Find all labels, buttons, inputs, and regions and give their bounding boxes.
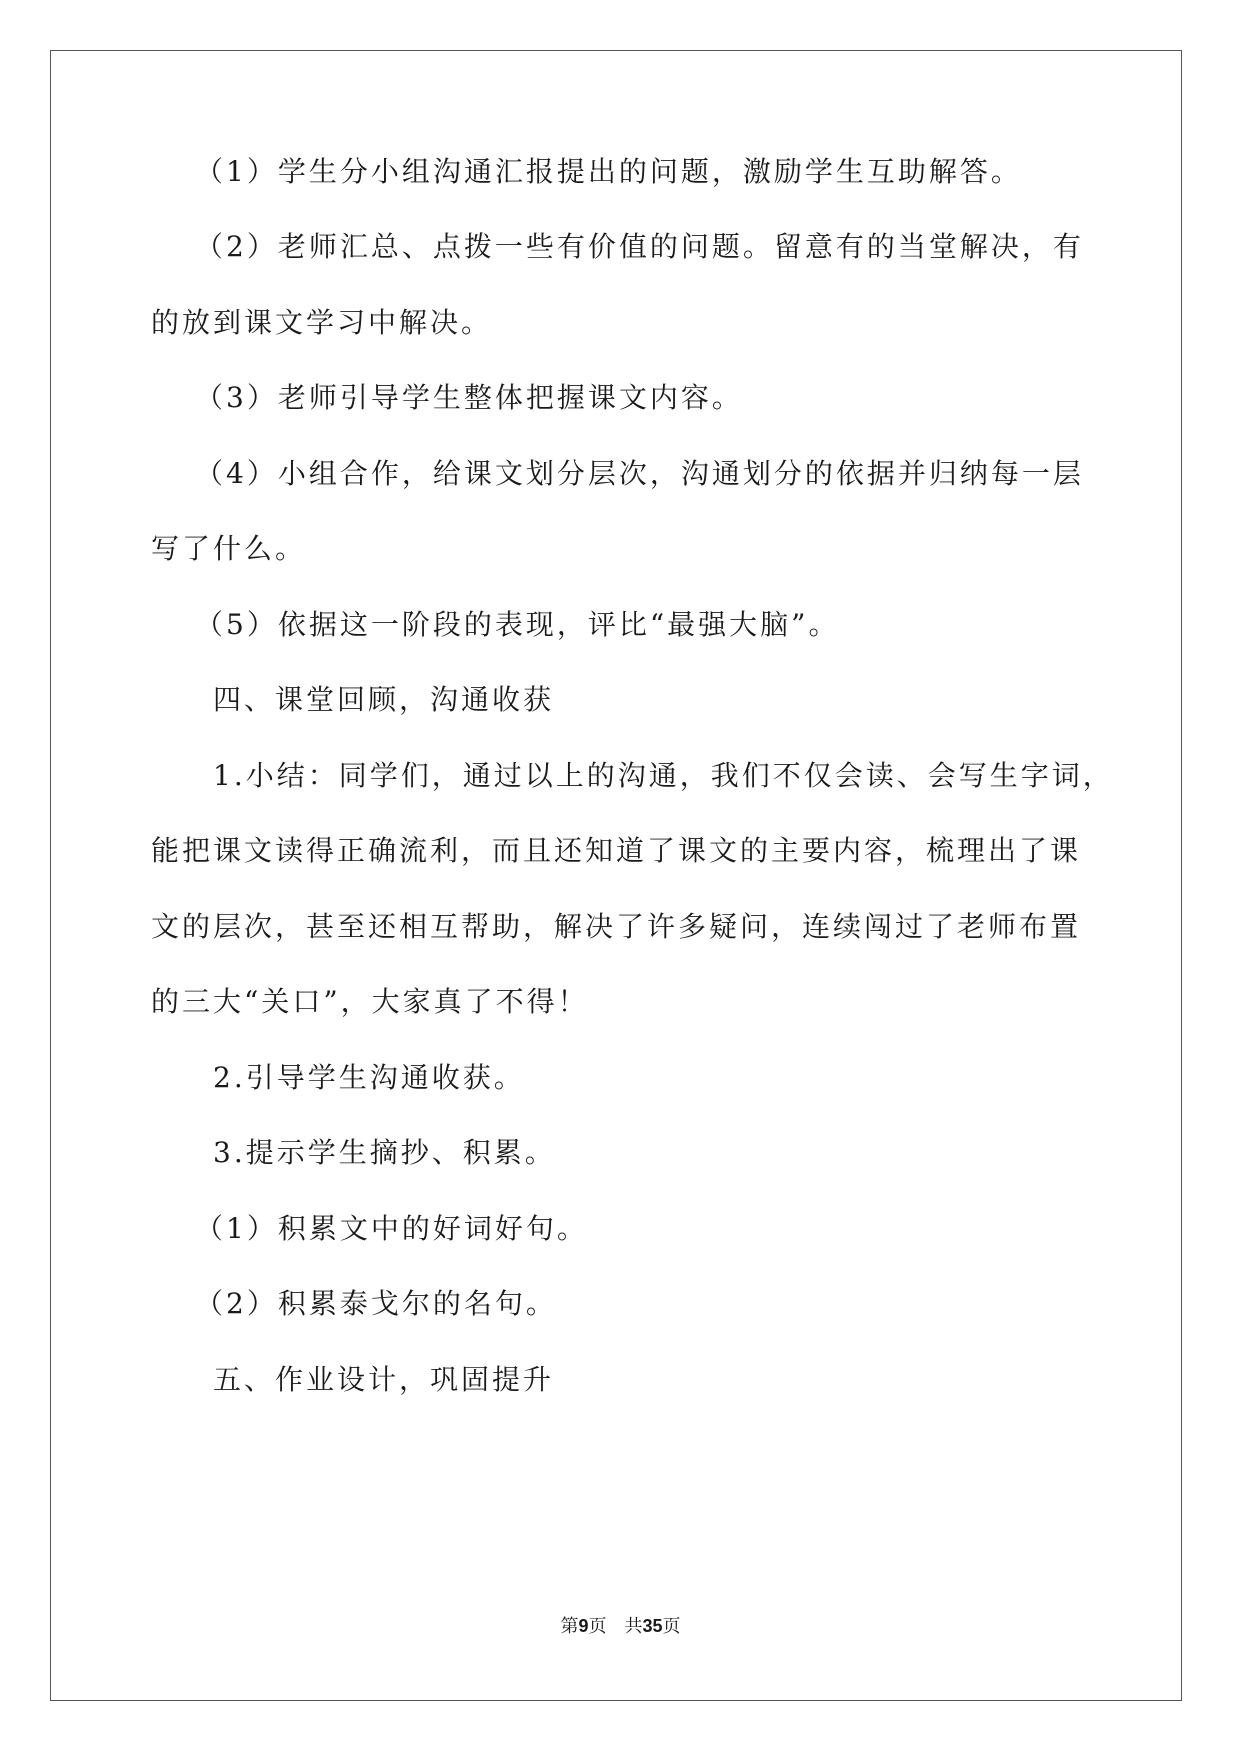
paragraph-line: （2）老师汇总、点拨一些有价值的问题。留意有的当堂解决，有 xyxy=(195,230,1084,263)
paragraph-line: （2）积累泰戈尔的名句。 xyxy=(195,1287,557,1320)
paragraph-line: 能把课文读得正确流利，而且还知道了课文的主要内容，梳理出了课 xyxy=(151,834,1082,867)
paragraph-line: （1）学生分小组沟通汇报提出的问题，激励学生互助解答。 xyxy=(195,155,1022,188)
paragraph-line: 文的层次，甚至还相互帮助，解决了许多疑问，连续闯过了老师布置 xyxy=(151,910,1082,943)
paragraph-line: 写了什么。 xyxy=(151,532,307,565)
footer-total-suffix: 页 xyxy=(662,1616,681,1637)
paragraph-line: 的放到课文学习中解决。 xyxy=(151,306,493,339)
paragraph-line: （5）依据这一阶段的表现，评比“最强大脑”。 xyxy=(195,608,840,641)
section-heading: 四、课堂回顾，沟通收获 xyxy=(213,683,555,716)
footer-total-prefix: 共 xyxy=(624,1616,643,1637)
footer-page-suffix: 页 xyxy=(588,1616,607,1637)
footer-page-prefix: 第 xyxy=(560,1616,579,1637)
paragraph-line: 2.引导学生沟通收获。 xyxy=(213,1061,525,1094)
paragraph-line: （3）老师引导学生整体把握课文内容。 xyxy=(195,381,743,414)
footer-total-pages: 35 xyxy=(642,1616,663,1636)
section-heading: 五、作业设计，巩固提升 xyxy=(213,1363,555,1396)
paragraph-line: 1.小结：同学们，通过以上的沟通，我们不仅会读、会写生字词， xyxy=(213,759,1114,792)
page-border xyxy=(50,50,1182,1701)
footer-page-number: 9 xyxy=(578,1616,589,1636)
page-footer xyxy=(0,1614,1241,1639)
paragraph-line: 的三大“关口”，大家真了不得！ xyxy=(151,985,589,1018)
paragraph-line: （1）积累文中的好词好句。 xyxy=(195,1212,588,1245)
paragraph-line: 3.提示学生摘抄、积累。 xyxy=(213,1136,556,1169)
paragraph-line: （4）小组合作，给课文划分层次，沟通划分的依据并归纳每一层 xyxy=(195,457,1084,490)
